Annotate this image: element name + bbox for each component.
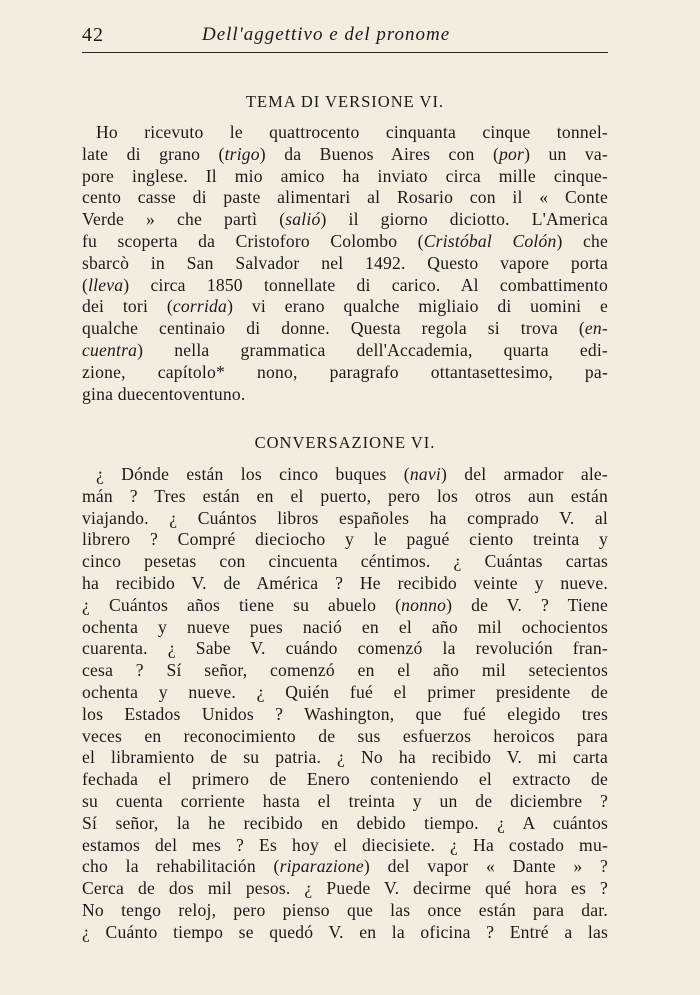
text-line: fechada el primero de Enero conteniendo el extracto de bbox=[82, 769, 608, 790]
page-number: 42 bbox=[82, 24, 104, 46]
running-header bbox=[82, 22, 608, 53]
text-line: estamos del mes ? Es hoy el diecisiete. ¿ Ha costado mu- bbox=[82, 834, 608, 855]
italic-gloss: navi bbox=[409, 464, 441, 484]
text-line: ¿ Dónde están los cinco buques (navi) del armador ale- bbox=[96, 464, 608, 484]
text-line: late di grano (trigo) da Buenos Aires con (por) un va- bbox=[82, 143, 608, 164]
text-line: sbarcò in San Salvador nel 1492. Questo vapore porta bbox=[82, 252, 608, 273]
text-line: fu scoperta da Cristoforo Colombo (Cristóbal Colón) che bbox=[82, 230, 608, 251]
text-line: cesa ? Sí señor, comenzó en el año mil setecientos bbox=[82, 660, 608, 681]
text-line: ochenta y nueve. ¿ Quién fué el primer presidente de bbox=[82, 681, 608, 702]
section-heading-conversazione: CONVERSAZIONE VI. bbox=[254, 433, 436, 452]
text-line: librero ? Compré dieciocho y le pagué ciento treinta y bbox=[82, 529, 608, 550]
text-line: el libramiento de su patria. ¿ No ha recibido V. mi carta bbox=[82, 747, 608, 768]
text-line: cho la rehabilitación (riparazione) del vapor « Dante » ? bbox=[82, 856, 608, 877]
italic-gloss: corrida bbox=[172, 296, 228, 317]
text-line: veces en reconocimiento de sus esfuerzos heroicos para bbox=[82, 725, 608, 746]
text-line: los Estados Unidos ? Washington, que fué elegido tres bbox=[82, 703, 608, 724]
italic-gloss: nonno bbox=[401, 594, 447, 615]
italic-gloss: cuentra bbox=[82, 339, 138, 360]
text-line: (lleva) circa 1850 tonnellate di carico. Al combattimento bbox=[82, 274, 608, 295]
tema-paragraph bbox=[82, 122, 608, 405]
text-line: ¿ Cuántos años tiene su abuelo (nonno) de V. ? Tiene bbox=[82, 594, 609, 615]
text-line: No tengo reloj, pero pienso que las once están para dar. bbox=[82, 899, 608, 920]
italic-gloss: Cristóbal Colón bbox=[423, 230, 557, 251]
italic-gloss: riparazione bbox=[279, 856, 364, 877]
text-line: cuentra) nella grammatica dell'Accademia, quarta edi- bbox=[82, 339, 608, 360]
text-line: pore inglese. Il mio amico ha inviato circa mille cinque- bbox=[82, 165, 608, 186]
text-line: ¿ Cuánto tiempo se quedó V. en la oficina ? Entré a las bbox=[82, 921, 608, 942]
italic-gloss: lleva bbox=[88, 274, 124, 295]
text-line: viajando. ¿ Cuántos libros españoles ha comprado V. al bbox=[82, 507, 608, 528]
text-line: qualche centinaio di donne. Questa regola si trova (en- bbox=[82, 318, 608, 339]
text-line: zione, capítolo* nono, paragrafo ottantasettesimo, pa- bbox=[82, 361, 608, 382]
conversazione-paragraph bbox=[82, 464, 608, 944]
text-line: cuarenta. ¿ Sabe V. cuándo comenzó la revolución fran- bbox=[82, 638, 608, 659]
text-line: gina duecentoventuno. bbox=[82, 383, 246, 404]
text-line: Cerca de dos mil pesos. ¿ Puede V. decirme qué hora es ? bbox=[82, 878, 608, 899]
italic-gloss: por bbox=[499, 143, 525, 164]
italic-gloss: salió bbox=[285, 209, 321, 230]
text-line: su cuenta corriente hasta el treinta y un de diciembre ? bbox=[82, 790, 608, 811]
text-line: cento casse di paste alimentari al Rosario con il « Conte bbox=[82, 187, 608, 208]
italic-gloss: trigo bbox=[224, 143, 260, 164]
running-title: Dell'aggettivo e del pronome bbox=[202, 24, 451, 45]
text-line: Verde » che partì (salió) il giorno diciotto. L'America bbox=[82, 209, 609, 230]
text-line: dei tori (corrida) vi erano qualche migliaio di uomini e bbox=[82, 296, 608, 317]
text-line: cinco pesetas con cincuenta céntimos. ¿ Cuántas cartas bbox=[82, 551, 608, 572]
text-line: ochenta y nueve pues nació en el año mil ochocientos bbox=[82, 616, 608, 637]
text-line: mán ? Tres están en el puerto, pero los otros aun están bbox=[82, 485, 608, 506]
italic-gloss: en- bbox=[584, 318, 608, 339]
text-line: ha recibido V. de América ? He recibido veinte y nueve. bbox=[82, 572, 608, 593]
section-heading-tema: TEMA DI VERSIONE VI. bbox=[245, 92, 445, 111]
text-line: Ho ricevuto le quattrocento cinquanta cinque tonnel- bbox=[96, 122, 608, 142]
text-line: Sí señor, la he recibido en debido tiempo. ¿ A cuántos bbox=[82, 812, 608, 833]
